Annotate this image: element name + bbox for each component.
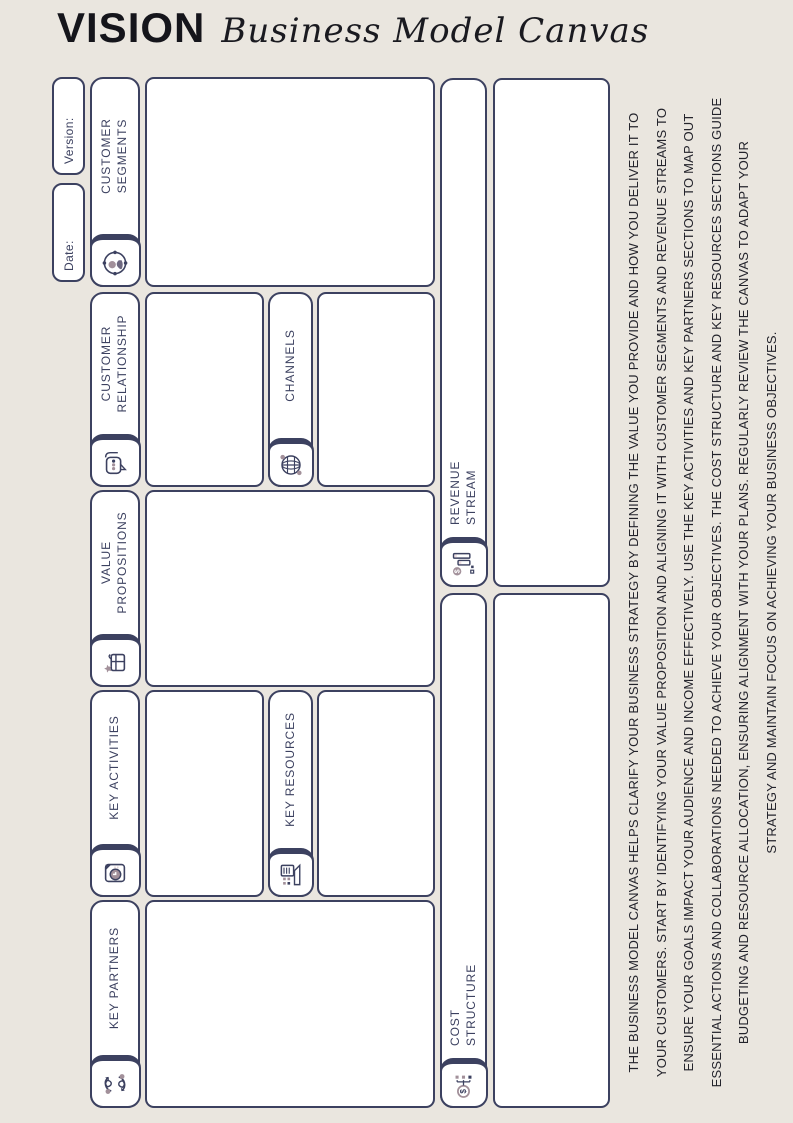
description-line: STRATEGY AND MAINTAIN FOCUS ON ACHIEVING YOUR BUSINESS OBJECTIVES. [763,331,779,854]
description-line: THE BUSINESS MODEL CANVAS HELPS CLARIFY YOUR BUSINESS STRATEGY BY DEFINING THE VALUE YOU PROVIDE AND HOW YOU DELIVER IT TO [626,112,641,1073]
section-header-key-resources [268,690,313,897]
business-model-canvas [50,75,790,1110]
version-field[interactable] [52,77,85,175]
key-resources-notes-area[interactable] [317,690,435,897]
section-header-cost-structure [440,593,487,1108]
value-propositions-notes-area[interactable] [145,490,435,687]
key-partners-notes-area[interactable] [145,900,435,1108]
partners-cycle-icon [90,1056,141,1109]
section-label: CUSTOMER SEGMENTS [99,118,129,194]
globe-icon [268,439,314,488]
title-business-model-canvas: Business Model Canvas [221,11,650,51]
description-line: BUDGETING AND RESOURCE ALLOCATION, ENSURING ALIGNMENT WITH YOUR PLANS. REGULARLY REVIEW THE CANVAS TO ADAPT YOUR [736,140,752,1045]
section-header-key-partners [90,900,140,1108]
description-line: YOUR CUSTOMERS. START BY IDENTIFYING YOUR VALUE PROPOSITION AND ALIGNING IT WITH CUSTOMER SEGMENTS AND REVENUE STREAMS TO [653,107,669,1078]
date-label: Date: [61,240,76,271]
section-header-customer-relationship [90,292,140,487]
description-line: ESSENTIAL ACTIONS AND COLLABORATIONS NEEDED TO ACHIEVE YOUR OBJECTIVES. THE COST STRUCTURE AND KEY RESOURCES SECTIONS GUIDE [708,97,724,1088]
section-label: CUSTOMER RELATIONSHIP [99,314,129,413]
description-line: ENSURE YOUR GOALS IMPACT YOUR AUDIENCE AND INCOME EFFECTIVELY. USE THE KEY ACTIVITIES AND KEY PARTNERS SECTIONS TO MAP OUT [681,113,697,1072]
section-header-customer-segments [90,77,140,287]
chat-bubble-icon [90,435,141,488]
dollar-breakdown-icon [440,1059,488,1109]
target-user-icon [90,235,141,288]
channels-notes-area[interactable] [317,292,435,487]
canvas-description [620,75,786,1110]
section-label: CHANNELS [282,329,297,402]
section-label: REVENUE STREAM [447,460,478,525]
svg-text:$: $ [452,569,462,574]
version-label: Version: [61,117,76,164]
dollar-chart-icon [440,538,488,588]
section-header-value-propositions [90,490,140,687]
section-header-revenue-stream [440,78,487,587]
title-vision: VISION [57,4,206,51]
revenue-stream-notes-area[interactable] [493,78,610,587]
date-field[interactable] [52,183,85,282]
resources-archive-icon [268,849,314,898]
section-header-key-activities [90,690,140,897]
section-label: KEY PARTNERS [107,926,122,1030]
section-label: VALUE PROPOSITIONS [99,511,129,614]
section-label: KEY RESOURCES [282,712,297,827]
section-label: COST STRUCTURE [447,963,478,1046]
gift-star-icon [90,635,141,688]
section-label: KEY ACTIVITIES [107,715,122,820]
key-activities-notes-area[interactable] [145,690,264,897]
svg-text:$: $ [459,1089,469,1094]
section-header-channels [268,292,313,487]
customer-relationship-notes-area[interactable] [145,292,264,487]
customer-segments-notes-area[interactable] [145,77,435,287]
page-title [57,4,649,52]
cost-structure-notes-area[interactable] [493,593,610,1108]
task-clock-icon [90,845,141,898]
